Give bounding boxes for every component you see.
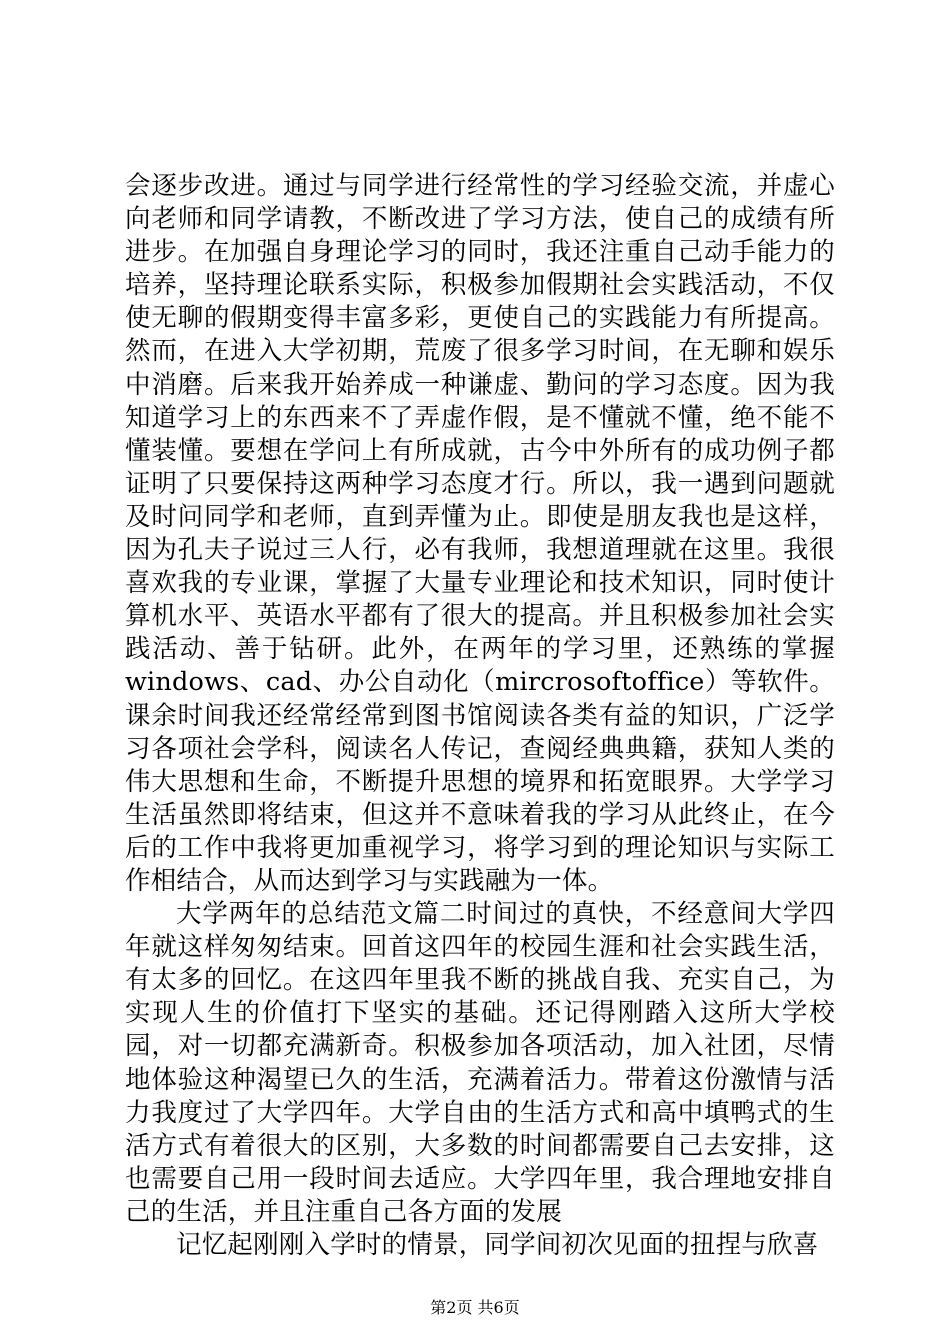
paragraph-summary-part-two: 大学两年的总结范文篇二时间过的真快，不经意间大学四年就这样匆匆结束。回首这四年的校园生涯和社会实践生活，有太多的回忆。在这四年里我不断的挑战自我、充实自己，为实现人生的价值打下坚实的基础。还记得刚踏入这所大学校园，对一切都充满新奇。积极参加各项活动，加入社团，尽情地体验这种渴望已久的生活，充满着活力。带着这份激情与活力我度过了大学四年。大学自由的生活方式和高中填鸭式的生活方式有着很大的区别，大多数的时间都需要自己去安排，这也需要自己用一段时间去适应。大学四年里，我合理地安排自己的生活，并且注重自己各方面的发展 — [125, 899, 835, 1227]
document-body — [125, 170, 835, 1262]
paragraph-memory: 记忆起刚刚入学时的情景，同学间初次见面的扭捏与欣喜 — [176, 1230, 819, 1260]
page-number-footer: 第2页 共6页 — [430, 1298, 520, 1317]
paragraph-continuation: 会逐步改进。通过与同学进行经常性的学习经验交流，并虚心向老师和同学请教，不断改进了学习方法，使自己的成绩有所进步。在加强自身理论学习的同时，我还注重自己动手能力的培养，坚持理论联系实际，积极参加假期社会实践活动，不仅使无聊的假期变得丰富多彩，更使自己的实践能力有所提高。然而，在进入大学初期，荒废了很多学习时间，在无聊和娱乐中消磨。后来我开始养成一种谦虚、勤问的学习态度。因为我知道学习上的东西来不了弄虚作假，是不懂就不懂，绝不能不懂装懂。要想在学问上有所成就，古今中外所有的成功例子都证明了只要保持这两种学习态度才行。所以，我一遇到问题就及时问同学和老师，直到弄懂为止。即使是朋友我也是这样，因为孔夫子说过三人行，必有我师，我想道理就在这里。我很喜欢我的专业课，掌握了大量专业理论和技术知识，同时使计算机水平、英语水平都有了很大的提高。并且积极参加社会实践活动、善于钻研。此外，在两年的学习里，还熟练的掌握windows、cad、办公自动化（mircrosoftoffice）等软件。课余时间我还经常经常到图书馆阅读各类有益的知识，广泛学习各项社会学科，阅读名人传记，查阅经典典籍，获知人类的伟大思想和生命，不断提升思想的境界和拓宽眼界。大学学习生活虽然即将结束，但这并不意味着我的学习从此终止，在今后的工作中我将更加重视学习，将学习到的理论知识与实际工作相结合，从而达到学习与实践融为一体。 — [125, 171, 835, 896]
